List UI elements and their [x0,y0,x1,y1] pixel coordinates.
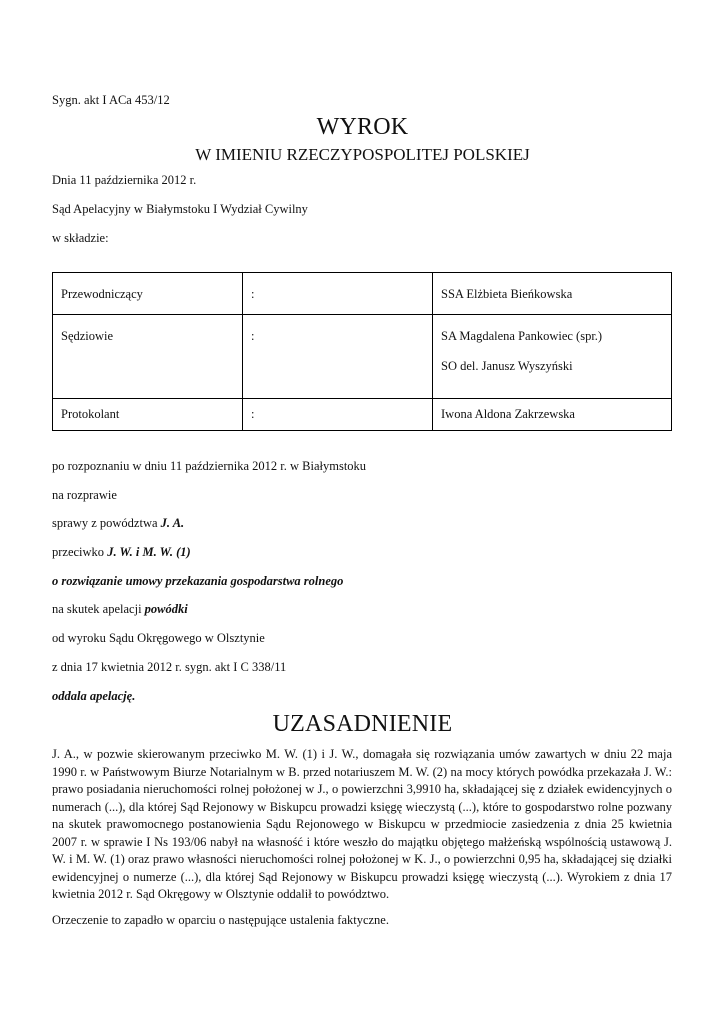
justification-title: UZASADNIENIE [272,711,453,737]
panel-role: Przewodniczący [53,273,243,315]
defendant-names: J. W. i M. W. (1) [107,545,191,559]
plaintiff-line [52,516,184,531]
verdict: oddala apelację. [52,689,136,703]
panel-row-clerk [53,399,672,431]
composition-label: w składzie: [52,231,109,245]
judgment-date: Dnia 11 października 2012 r. [52,173,197,187]
lower-court-line: od wyroku Sądu Okręgowego w Olsztynie [52,631,265,645]
case-signature: Sygn. akt I ACa 453/12 [52,93,170,107]
panel-row-presiding [53,273,672,315]
panel-role: Sędziowie [53,315,243,399]
court-name: Sąd Apelacyjny w Białymstoku I Wydział Cywilny [52,202,308,216]
plaintiff-name: J. A. [160,516,185,530]
panel-table [52,272,672,431]
plaintiff-prefix: sprawy z powództwa [52,516,161,530]
proceedings-line: na rozprawie [52,488,117,502]
document-title: WYROK [316,114,409,140]
document-subtitle: W IMIENIU RZECZYPOSPOLITEJ POLSKIEJ [195,145,530,164]
lower-court-ref: z dnia 17 kwietnia 2012 r. sygn. akt I C 338/11 [52,660,287,674]
justification-paragraph: J. A., w pozwie skierowanym przeciwko M. W. (1) i J. W., domagała się rozwiązania umów zawartych w dniu 22 maja 1990 r. w Państwowym Biurze Notarialnym w B. przed notariuszem M. W. (2) na mocy których powódka przekazała J. W.: prawo posiadania nieruchomości rolnej położonej w J., o powierzchni 3,9910 ha, składającej się z działek ewidencyjnych o numerach (...), dla której Sąd Rejonowy w Biskupcu prowadzi księgę wieczystą (...), które to gospodarstwo rolne pozwany na skutek prawomocnego postanowienia Sądu Rejonowego w Biskupcu w przedmiocie zasiedzenia z dnia 25 kwietnia 2007 r. w sprawie I Ns 193/06 nabył na własność i które weszło do majątku objętego małżeńską wspólnością ustawową J. W. i M. W. (1) oraz prawo własności nieruchomości rolnej położonej w K. J., o powierzchni 0,95 ha, składającej się działki ewidencyjnej o numerze (...), dla której Sąd Rejonowy w Biskupcu prowadzi księgę wieczystą (...). Wyrokiem z dnia 17 kwietnia 2012 r. Sąd Okręgowy w Olsztynie oddalił to powództwo. [52,747,672,901]
panel-name: SO del. Janusz Wyszyński [441,359,573,373]
closing-line: Orzeczenie to zapadło w oparciu o następujące ustalenia faktyczne. [52,913,389,927]
appellant: powódki [144,602,188,616]
panel-separator: : [243,399,433,431]
panel-separator: : [243,273,433,315]
panel-names [433,315,672,399]
panel-separator: : [243,315,433,399]
panel-name: SA Magdalena Pankowiec (spr.) [441,329,603,343]
appeal-line [52,602,188,617]
appeal-prefix: na skutek apelacji [52,602,145,616]
defendant-line [52,545,191,560]
panel-name: SSA Elżbieta Bieńkowska [433,273,672,315]
panel-row-judges [53,315,672,399]
panel-name: Iwona Aldona Zakrzewska [433,399,672,431]
subject-of-case: o rozwiązanie umowy przekazania gospodarstwa rolnego [52,574,344,588]
proceedings-line: po rozpoznaniu w dniu 11 października 2012 r. w Białymstoku [52,459,367,473]
defendant-prefix: przeciwko [52,545,108,559]
panel-role: Protokolant [53,399,243,431]
